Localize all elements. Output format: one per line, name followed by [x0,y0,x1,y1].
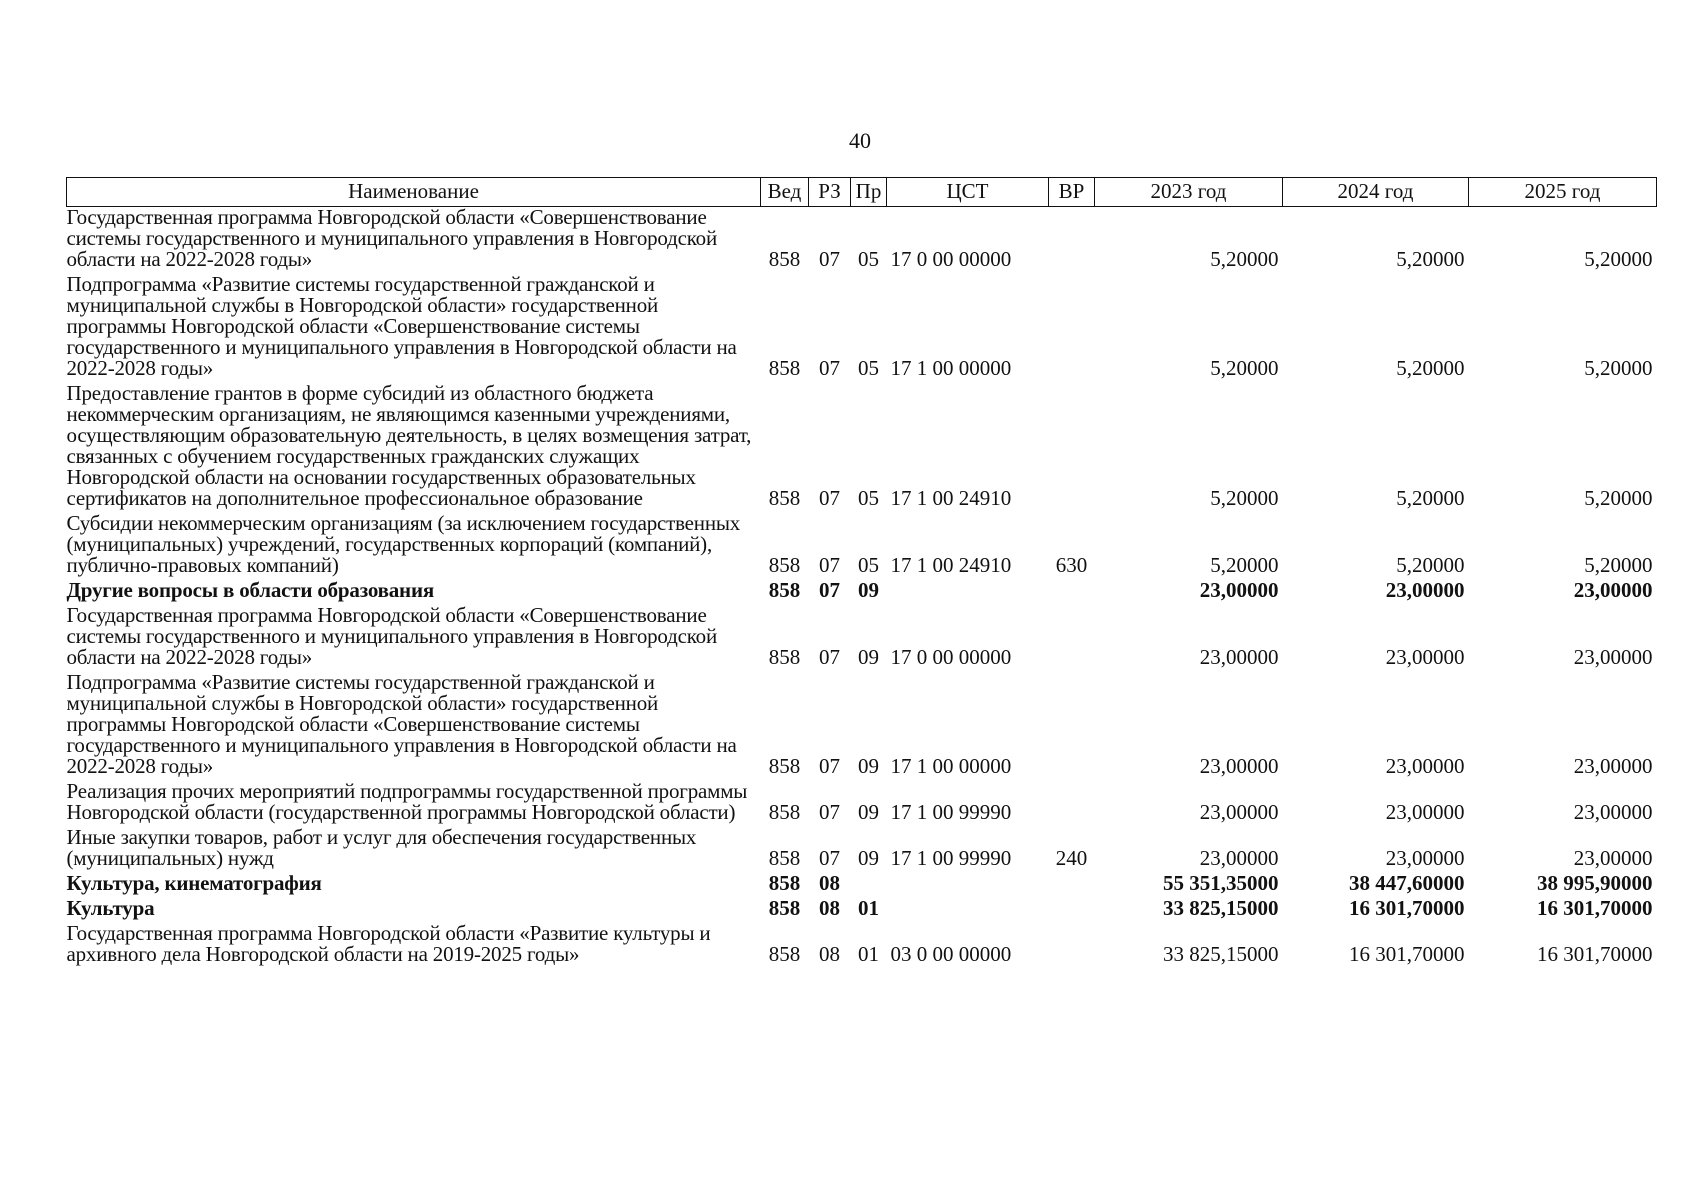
header-vr: ВР [1049,178,1095,207]
cell-pr: 09 [858,645,879,669]
cell-rz: 08 [819,942,840,966]
cell-pr: 09 [858,578,879,602]
cell-name: Государственная программа Новгородской области «Развитие культуры и архивного дела Новгородской области на 2019-2025 годы» [66,921,711,966]
cell-pr: 01 [858,896,879,920]
cell-pr: 01 [858,942,879,966]
cell-name: Государственная программа Новгородской области «Совершенствование системы государственного и муниципального управления в Новгородской области на 2022-2028 годы» [66,603,717,669]
table-row [67,898,1657,923]
cell-cst [887,873,1049,898]
cell-pr: 09 [858,754,879,778]
cell-vr [1049,580,1095,605]
cell-ved: 858 [768,578,801,602]
cell-name: Подпрограмма «Развитие системы государственной гражданской и муниципальной службы в Новгородской области» государственной программы Новгородской области «Совершенствование системы государственного и муниципального управления в Новгородской области на 2022-2028 годы» [66,272,737,380]
cell-rz: 07 [819,578,840,602]
cell-ved: 858 [768,871,801,895]
cell-2025: 16 301,70000 [1537,942,1653,966]
cell-2023: 23,00000 [1199,754,1279,778]
cell-cst: 17 1 00 24910 [890,553,1012,577]
cell-rz: 07 [819,356,840,380]
table-row [67,781,1657,827]
cell-rz: 07 [819,846,840,870]
table-body [67,207,1657,970]
cell-vr: 630 [1055,553,1088,577]
cell-vr [1049,898,1095,923]
table-row [67,207,1657,275]
cell-vr [1049,274,1095,383]
cell-2023: 23,00000 [1199,846,1279,870]
cell-2024: 23,00000 [1385,754,1465,778]
cell-rz: 07 [819,247,840,271]
cell-pr: 05 [858,553,879,577]
cell-2024: 16 301,70000 [1349,896,1465,920]
cell-name: Другие вопросы в области образования [66,578,435,602]
cell-cst: 17 0 00 00000 [890,247,1012,271]
cell-cst [887,580,1049,605]
cell-2024: 5,20000 [1396,486,1465,510]
cell-ved: 858 [768,486,801,510]
cell-2025: 23,00000 [1573,578,1653,602]
cell-2023: 33 825,15000 [1163,942,1279,966]
table-row [67,873,1657,898]
cell-name: Культура [66,896,155,920]
cell-2024: 38 447,60000 [1349,871,1465,895]
cell-cst: 17 1 00 24910 [890,486,1012,510]
cell-vr [1049,873,1095,898]
cell-name: Реализация прочих мероприятий подпрограммы государственной программы Новгородской области (государственной программы Новгородской области) [66,779,748,824]
cell-cst: 17 1 00 99990 [890,846,1012,870]
cell-2024: 23,00000 [1385,800,1465,824]
cell-2024: 5,20000 [1396,247,1465,271]
header-2025: 2025 год [1469,178,1657,207]
cell-vr [1049,383,1095,513]
cell-pr: 05 [858,486,879,510]
cell-2024: 23,00000 [1385,846,1465,870]
cell-2024: 5,20000 [1396,356,1465,380]
cell-pr [851,873,887,898]
cell-2024: 16 301,70000 [1349,942,1465,966]
header-2023: 2023 год [1095,178,1283,207]
cell-2023: 23,00000 [1199,578,1279,602]
cell-ved: 858 [768,754,801,778]
cell-vr [1049,923,1095,969]
cell-2023: 5,20000 [1210,356,1279,380]
cell-2025: 23,00000 [1573,645,1653,669]
budget-table [66,177,1657,969]
page-number: 40 [849,128,871,153]
cell-vr: 240 [1055,846,1088,870]
table-row [67,827,1657,873]
header-row [67,178,1657,207]
cell-2025: 23,00000 [1573,754,1653,778]
cell-2023: 23,00000 [1199,800,1279,824]
cell-rz: 07 [819,800,840,824]
cell-2025: 5,20000 [1584,553,1653,577]
cell-2023: 55 351,35000 [1163,871,1279,895]
cell-ved: 858 [768,800,801,824]
cell-2023: 33 825,15000 [1163,896,1279,920]
header-rz: РЗ [809,178,851,207]
cell-vr [1049,207,1095,275]
cell-name: Государственная программа Новгородской области «Совершенствование системы государственного и муниципального управления в Новгородской области на 2022-2028 годы» [66,205,717,271]
cell-ved: 858 [768,846,801,870]
cell-2023: 5,20000 [1210,553,1279,577]
cell-vr [1049,672,1095,781]
table-row [67,605,1657,672]
header-cst: ЦСТ [887,178,1049,207]
cell-name: Подпрограмма «Развитие системы государственной гражданской и муниципальной службы в Новгородской области» государственной программы Новгородской области «Совершенствование системы государственного и муниципального управления в Новгородской области на 2022-2028 годы» [66,670,737,778]
cell-2023: 5,20000 [1210,247,1279,271]
cell-ved: 858 [768,553,801,577]
cell-2023: 5,20000 [1210,486,1279,510]
cell-cst [887,898,1049,923]
cell-rz: 08 [819,896,840,920]
cell-cst: 17 1 00 99990 [890,800,1012,824]
cell-name: Культура, кинематография [66,871,322,895]
cell-2025: 5,20000 [1584,247,1653,271]
cell-rz: 08 [819,871,840,895]
cell-name: Субсидии некоммерческим организациям (за исключением государственных (муниципальных) учреждений, государственных корпораций (компаний), публично-правовых компаний) [66,511,741,577]
cell-name: Предоставление грантов в форме субсидий из областного бюджета некоммерческим организациям, не являющимся казенными учреждениями, осуществляющим образовательную деятельность, в целях возмещения затрат, связанных с обучением государственных гражданских служащих Новгородской области на основании государственных образовательных сертификатов на дополнительное профессиональное образование [66,381,752,510]
cell-pr: 09 [858,800,879,824]
cell-2025: 16 301,70000 [1537,896,1653,920]
cell-cst: 17 0 00 00000 [890,645,1012,669]
cell-rz: 07 [819,645,840,669]
cell-2025: 38 995,90000 [1537,871,1653,895]
cell-name: Иные закупки товаров, работ и услуг для обеспечения государственных (муниципальных) нужд [66,825,697,870]
cell-2024: 23,00000 [1385,645,1465,669]
header-ved: Вед [761,178,809,207]
header-pr: Пр [851,178,887,207]
table-row [67,923,1657,969]
cell-ved: 858 [768,942,801,966]
cell-pr: 05 [858,247,879,271]
header-name: Наименование [67,178,761,207]
cell-2023: 23,00000 [1199,645,1279,669]
cell-cst: 03 0 00 00000 [890,942,1012,966]
cell-ved: 858 [768,896,801,920]
table-row [67,672,1657,781]
table-row [67,383,1657,513]
cell-rz: 07 [819,486,840,510]
table-row [67,274,1657,383]
cell-2025: 5,20000 [1584,356,1653,380]
cell-cst: 17 1 00 00000 [890,754,1012,778]
cell-vr [1049,605,1095,672]
cell-vr [1049,781,1095,827]
table-header [67,178,1657,207]
cell-pr: 05 [858,356,879,380]
cell-ved: 858 [768,356,801,380]
cell-2025: 23,00000 [1573,846,1653,870]
table-row [67,513,1657,580]
cell-pr: 09 [858,846,879,870]
header-2024: 2024 год [1283,178,1469,207]
cell-rz: 07 [819,553,840,577]
cell-cst: 17 1 00 00000 [890,356,1012,380]
cell-2025: 23,00000 [1573,800,1653,824]
cell-ved: 858 [768,247,801,271]
cell-rz: 07 [819,754,840,778]
cell-2025: 5,20000 [1584,486,1653,510]
cell-ved: 858 [768,645,801,669]
cell-2024: 5,20000 [1396,553,1465,577]
cell-2024: 23,00000 [1385,578,1465,602]
table-row [67,580,1657,605]
